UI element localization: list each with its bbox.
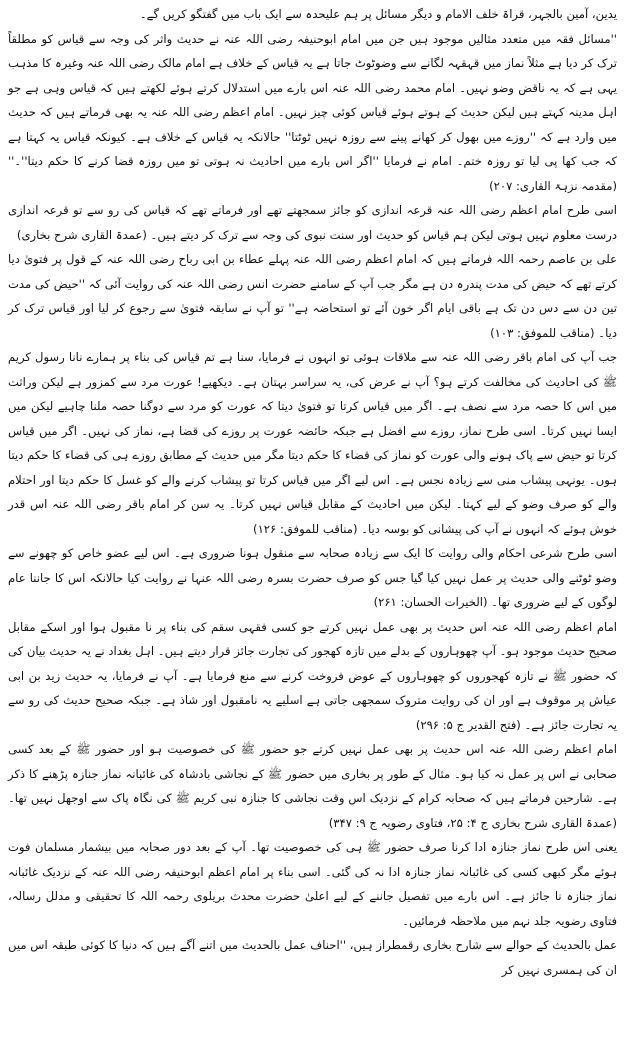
paragraph-continuation: یدین، آمین بالجہر، قراۃ خلف الامام و دیگر مسائل پر ہم علیحدہ سے ایک باب میں گفتگو کریں گے۔ — [139, 7, 617, 21]
paragraph-ghaibana-janaza: یعنی اس طرح نماز جنازہ ادا کرنا صرف حضور ﷺ ہی کی خصوصیت تھا۔ آپ کے بعد دور صحابہ میں بیشمار مسلمان فوت ہوئے مگر کبھی کسی کی غائبانہ نماز جنازہ ادا نہ کی گئی۔ اسی بناء پر امام اعظم ابوحنیفہ رضی اللہ عنہ کے نزدیک غائبانہ نماز جنازہ نا جائز ہے۔ اس بارے میں تفصیل جاننے کے لیے اعلیٰ حضرت محدث بریلوی رحمہ اللہ کا تحقیقی و مدلل رسالہ، فتاوی رضویہ جلد نہم میں ملاحظہ فرمائیں۔ — [8, 840, 617, 928]
paragraph-ali-bin-asim: علی بن عاصم رحمہ اللہ فرماتے ہیں کہ امام اعظم رضی اللہ عنہ پہلے عطاء بن ابی رباح رضی اللہ عنہ کے قول پر فتویٰ دیا کرتے تھے کہ حیض کی مدت پندرہ دن ہے مگر جب آپ کے سامنے حضرت انس رضی اللہ عنہ کی روایت آئی کہ ''حیض کی مدت تین دن سے دس دن تک ہے باقی ایام اگر خون آئے تو استحاضہ ہے'' تو آپ نے سابقہ فتویٰ سے رجوع کر لیا اور قیاس ترک کر دیا۔ (مناقب للموفق: ۱۰۳) — [8, 252, 617, 340]
paragraph-khusoosiyat: امام اعظم رضی اللہ عنہ اس حدیث پر بھی عمل نہیں کرتے جو حضور ﷺ کی خصوصیت ہو اور حضور ﷺ کے بعد کسی صحابی نے اس پر عمل نہ کیا ہو۔ مثال کے طور پر بخاری میں حضور ﷺ کے نجاشی بادشاہ کی غائبانہ نماز جنازہ پڑھنے کا ذکر ہے۔ شارحین فرماتے ہیں کہ صحابہ کرام کے نزدیک اس وقت نجاشی کا جنازہ نبی کریم ﷺ کی نگاہ پاک سے اوجھل نہیں تھا۔ (عمدۃ القاری شرح بخاری ج ۴: ۲۵، فتاوی رضویہ ج ۹: ۳۴۷) — [8, 742, 617, 830]
paragraph-imam-baqir: جب آپ کی امام باقر رضی اللہ عنہ سے ملاقات ہوئی تو انہوں نے فرمایا، سنا ہے تم قیاس کی بناء پر ہمارے نانا رسول کریم ﷺ کی احادیث کی مخالفت کرتے ہو؟ آپ نے عرض کی، یہ سراسر بہتان ہے۔ دیکھیے! عورت مرد سے کمزور ہے لیکن وراثت میں اس کا حصہ مرد سے نصف ہے۔ اگر میں قیاس کرتا تو فتویٰ دیتا کہ عورت کو مرد سے دوگنا حصہ ملنا چاہیے لیکن میں ایسا نہیں کرتا۔ اسی طرح نماز، روزے سے افضل ہے جبکہ حائضہ عورت پر روزے کی قضا ہے، نماز کی نہیں۔ اگر میں قیاس کرتا تو حیض سے پاک ہونے والی عورت کو نماز کی قضاء کا حکم دیتا مگر میں حدیث کے مطابق روزے ہی کی قضاء کا حکم دیتا ہوں۔ یونہی پیشاب منی سے زیادہ نجس ہے۔ اس لیے اگر میں قیاس کرتا تو پیشاب کرنے والے کو غسل کا حکم دیتا اور احتلام والے کو صرف وضو کے لیے کہتا۔ لیکن میں احادیث کے مقابل قیاس نہیں کرتا۔ یہ سن کر امام باقر رضی اللہ عنہ اس قدر خوش ہوئے کہ انہوں نے آپ کی پیشانی کو بوسہ دیا۔ (مناقب للموفق: ۱۲۶) — [8, 350, 617, 536]
paragraph-quote-qiyas: ''مسائل فقہ میں متعدد مثالیں موجود ہیں جن میں امام ابوحنیفہ رضی اللہ عنہ نے حدیث واثر کی وجہ سے قیاس کو مطلقاً ترک کر دیا ہے مثلاً نماز میں قہقہہ لگانے سے وضوٹوٹ جاتا ہے یہ قیاس کے خلاف ہے امام مالک رضی اللہ عنہ وغیرہ کا مذہب یہی ہے کہ یہ ناقض وضو نہیں۔ امام محمد رضی اللہ عنہ اس بارے میں استدلال کرتے ہوئے لکھتے ہیں کہ قیاس وہی ہے جو اہل مدینہ کہتے ہیں لیکن حدیث کے ہوتے ہوئے قیاس کوئی چیز نہیں۔ امام اعظم رضی اللہ عنہ یہ بھی فرماتے ہیں کہ حدیث میں وارد ہے کہ ''روزے میں بھول کر کھانے پینے سے روزہ نہیں ٹوٹتا'' حالانکہ یہ قیاس کے خلاف ہے۔ کیونکہ قیاس یہ کہتا ہے کہ جب کھا پی لیا تو روزہ ختم۔ امام نے فرمایا ''اگر اس بارے میں احادیث نہ ہوتی تو میں روزہ قضا کرنے کا حکم دیتا''۔'' (مقدمہ نزہۃ القاری: ۲۰۷) — [8, 31, 617, 193]
paragraph-qura-andazi: اسی طرح امام اعظم رضی اللہ عنہ قرعہ اندازی کو جائز سمجھتے تھے اور فرماتے تھے کہ قیاس کی رو سے تو قرعہ اندازی درست معلوم نہیں ہوتی لیکن ہم قیاس کو حدیث اور سنت نبوی کی وجہ سے ترک کر دیتے ہیں۔ (عمدۃ القاری شرح بخاری) — [8, 203, 617, 242]
paragraph-shari-ahkam: اسی طرح شرعی احکام والی روایت کا ایک سے زیادہ صحابہ سے منقول ہونا ضروری ہے۔ اس لیے عضو خاص کو چھونے سے وضو ٹوٹنے والی حدیث پر عمل نہیں کیا گیا جس کو صرف حضرت بسرہ رضی اللہ عنہا نے روایت کیا حالانکہ اس کا جاننا عام لوگوں کے لیے ضروری تھا۔ (الخیرات الحسان: ۲۶۱) — [8, 546, 617, 609]
paragraph-amal-bil-hadith: عمل بالحدیث کے حوالے سے شارح بخاری رقمطراز ہیں، ''احناف عمل بالحدیث میں اتنے آگے ہیں کہ دنیا کا کوئی طبقہ اس میں ان کی ہمسری نہیں کر — [8, 938, 617, 977]
paragraph-tijarat: امام اعظم رضی اللہ عنہ اس حدیث پر بھی عمل نہیں کرتے جو کسی فقہی سقم کی بناء پر نا مقبول ہوا اور اسکے مقابل صحیح حدیث موجود ہو۔ آپ چھوہاروں کے بدلے میں تازہ کھجور کی تجارت جائز قرار دیتے ہیں۔ اہل بغداد نے یہ حدیث بیان کی کہ حضور ﷺ نے تازہ کھجوروں کو چھوہاروں کے عوض فروخت کرنے سے منع فرمایا ہے۔ آپ نے فرمایا، یہ حدیث زید بن ابی عیاش پر موقوف ہے اور ان کی روایت متروک سمجھی جاتی ہے اسلیے یہ نامقبول اور شاذ ہے۔ جبکہ صحیح حدیث کی رو سے یہ تجارت جائز ہے۔ (فتح القدیر ج ۵: ۲۹۶) — [8, 619, 617, 732]
